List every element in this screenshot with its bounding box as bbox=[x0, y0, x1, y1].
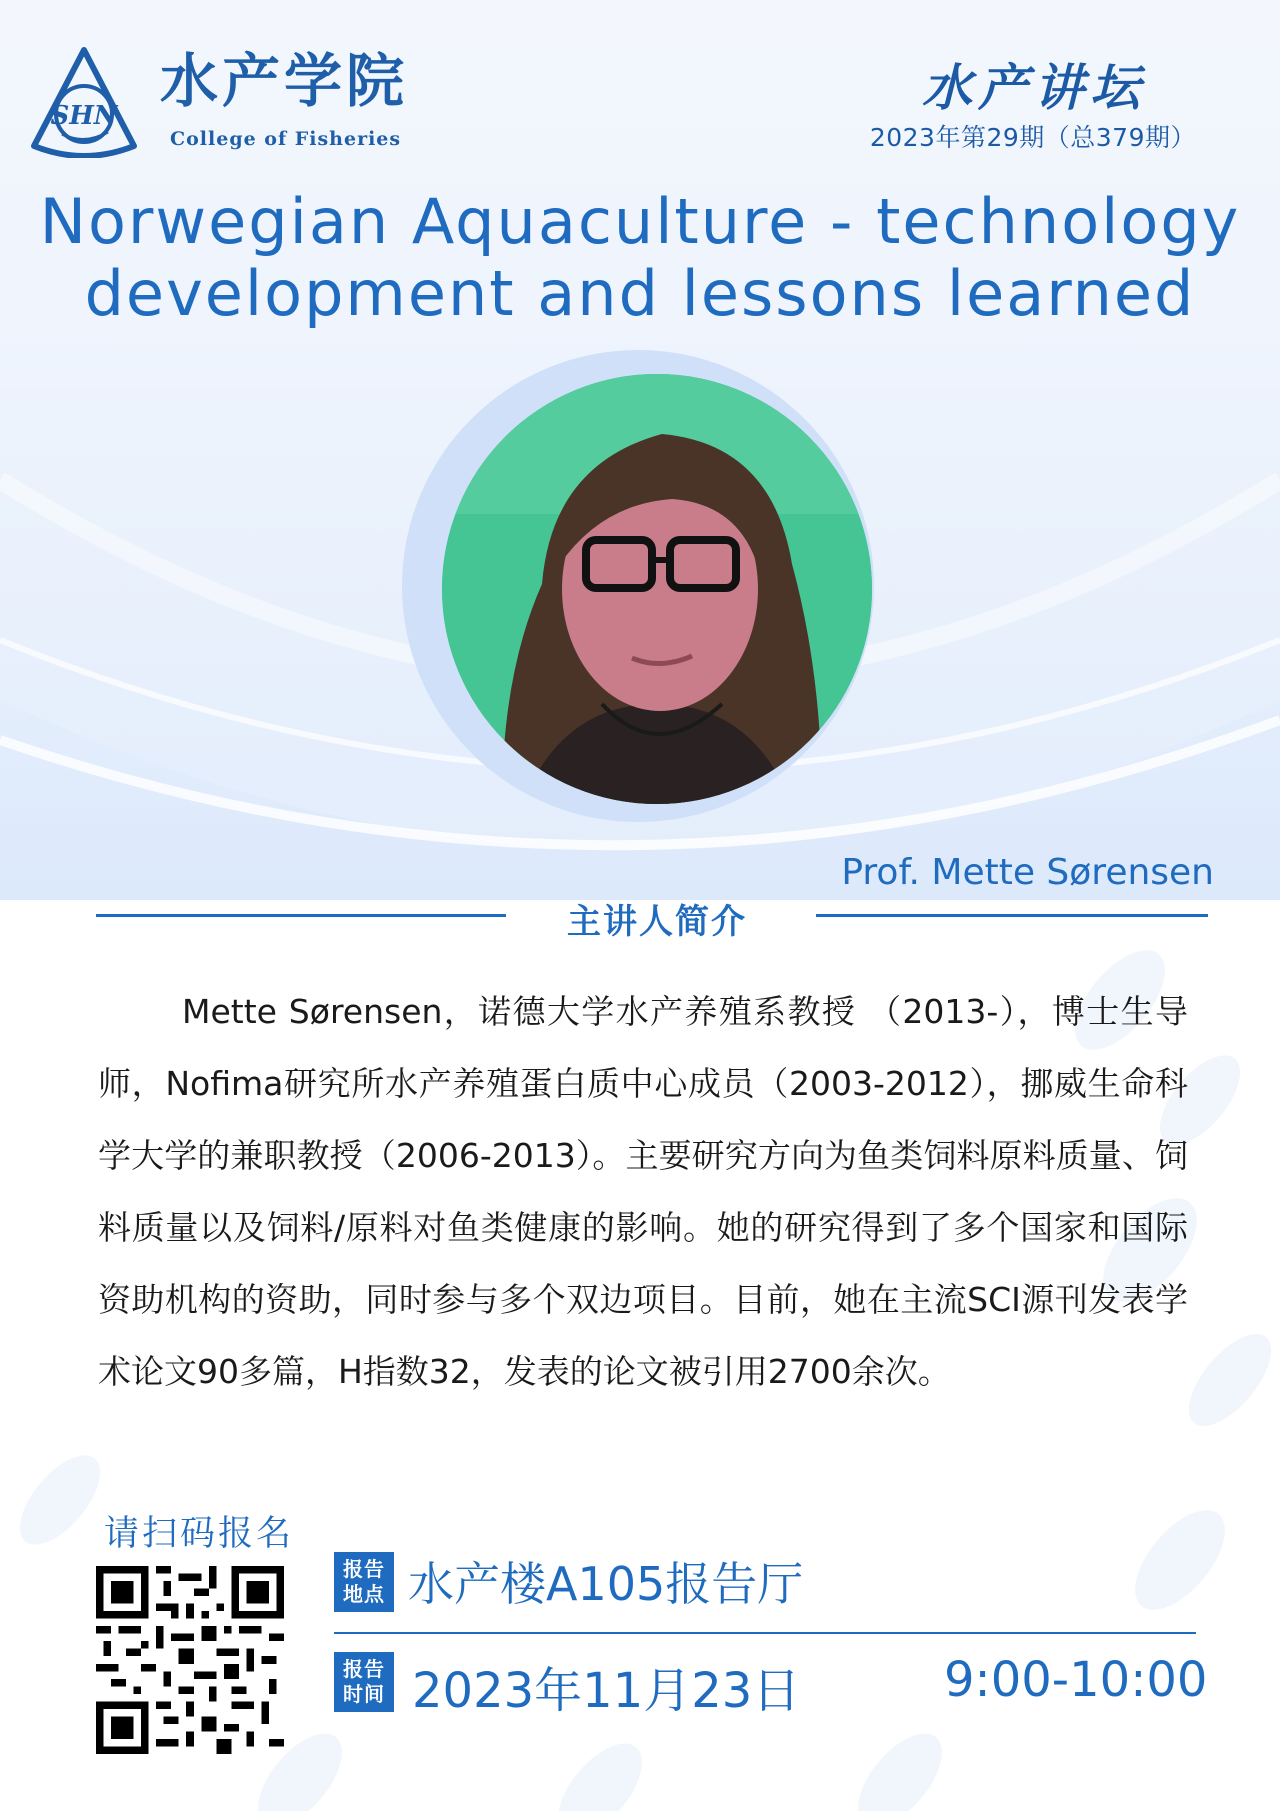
venue-tag bbox=[334, 1552, 394, 1612]
series-title: 水产讲坛 bbox=[922, 58, 1146, 117]
section-divider-right bbox=[816, 914, 1208, 917]
schedule-time: 9:00-10:00 bbox=[944, 1652, 1208, 1708]
speaker-photo bbox=[442, 374, 872, 804]
talk-title-line2: development and lessons learned bbox=[84, 257, 1196, 330]
svg-text:SHN: SHN bbox=[50, 101, 118, 131]
schedule-tag bbox=[334, 1652, 394, 1712]
section-heading: 主讲人简介 bbox=[567, 902, 747, 942]
speaker-portrait-illustration bbox=[442, 374, 872, 804]
speaker-name: Prof. Mette Sørensen bbox=[841, 852, 1214, 893]
college-logo-icon bbox=[28, 46, 140, 158]
venue-value: 水产楼A105报告厅 bbox=[408, 1557, 804, 1611]
registration-qr-code[interactable] bbox=[96, 1566, 284, 1754]
series-issue: 2023年第29期（总379期） bbox=[869, 123, 1196, 152]
schedule-date: 2023年11月23日 bbox=[412, 1663, 801, 1719]
talk-title-line1: Norwegian Aquaculture - technology bbox=[39, 185, 1241, 258]
college-name-cn: 水产学院 bbox=[160, 47, 409, 115]
venue-tag-line1: 报告 bbox=[343, 1557, 385, 1581]
schedule-tag-line1: 报告 bbox=[343, 1657, 385, 1681]
speaker-bio: Mette Sørensen，诺德大学水产养殖系教授 （2013-），博士生导师，Nofima研究所水产养殖蛋白质中心成员（2003-2012），挪威生命科学大学的兼职教授（2006-2013）。主要研究方向为鱼类饲料原料质量、饲料质量以及饲料/原料对鱼类健康的影响。她的研究得到了多个国家和国际资助机构的资助，同时参与多个双边项目。目前，她在主流SCI源刊发表学术论文90多篇，H指数32，发表的论文被引用2700余次。 bbox=[98, 992, 1188, 1391]
info-divider bbox=[334, 1632, 1196, 1634]
schedule-tag-line2: 时间 bbox=[343, 1682, 385, 1706]
venue-tag-line2: 地点 bbox=[343, 1582, 385, 1606]
registration-label: 请扫码报名 bbox=[104, 1514, 295, 1554]
college-name-en: College of Fisheries bbox=[170, 128, 402, 150]
talk-title bbox=[0, 186, 1280, 330]
